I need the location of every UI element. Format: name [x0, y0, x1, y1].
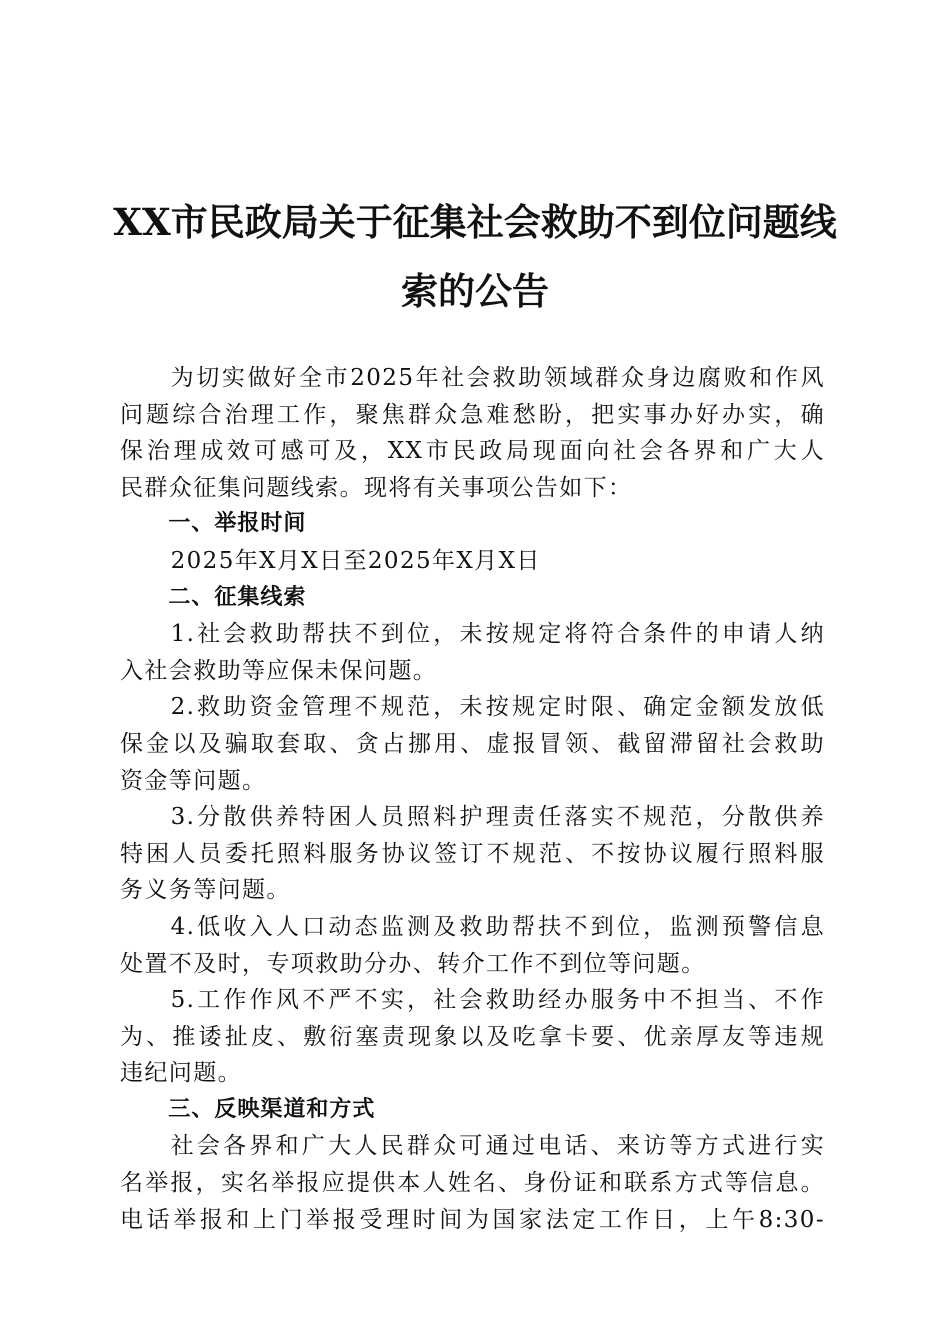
clue-line: 入社会救助等应保未保问题。 [120, 657, 438, 684]
clue-line: 4.低收入人口动态监测及救助帮扶不到位，监测预警信息 [170, 913, 825, 940]
intro-line: 保治理成效可感可及，XX市民政局现面向社会各界和广大人 [120, 438, 825, 465]
clue-item-1 [120, 616, 825, 689]
intro-paragraph [120, 360, 825, 506]
document-title-line-2: 索的公告 [401, 269, 549, 313]
clue-line: 2.救助资金管理不规范，未按规定时限、确定金额发放低 [170, 694, 825, 721]
clue-line: 保金以及骗取套取、贪占挪用、虚报冒领、截留滞留社会救助 [120, 730, 825, 757]
clue-line: 处置不及时，专项救助分办、转介工作不到位等问题。 [120, 950, 706, 977]
clue-line: 1.社会救助帮扶不到位，未按规定将符合条件的申请人纳 [170, 621, 825, 648]
document-title-line-1: XX市民政局关于征集社会救助不到位问题线 [113, 200, 837, 244]
intro-line: 民群众征集问题线索。现将有关事项公告如下： [120, 474, 633, 501]
section-heading-clues: 二、征集线索 [168, 584, 307, 610]
clue-line: 3.分散供养特困人员照料护理责任落实不规范，分散供养 [170, 804, 825, 831]
clue-item-3 [120, 799, 825, 909]
channels-line: 社会各界和广大人民群众可通过电话、来访等方式进行实 [170, 1133, 825, 1160]
clue-item-5 [120, 982, 825, 1092]
channels-paragraph [120, 1128, 825, 1238]
section-heading-channels: 三、反映渠道和方式 [168, 1096, 376, 1122]
clue-item-2 [120, 689, 825, 799]
clue-line: 特困人员委托照料服务协议签订不规范、不按协议履行照料服 [120, 840, 825, 867]
intro-line: 为切实做好全市2025年社会救助领域群众身边腐败和作风 [170, 365, 825, 391]
section-heading-report-time: 一、举报时间 [168, 511, 307, 537]
channels-line: 名举报，实名举报应提供本人姓名、身份证和联系方式等信息。 [120, 1170, 825, 1197]
channels-line: 电话举报和上门举报受理时间为国家法定工作日，上午8:30- [120, 1206, 825, 1233]
intro-line: 问题综合治理工作，聚焦群众急难愁盼，把实事办好办实，确 [120, 401, 825, 428]
clue-item-4 [120, 909, 825, 982]
clue-line: 5.工作作风不严不实，社会救助经办服务中不担当、不作 [170, 987, 825, 1014]
document-body [120, 360, 825, 1238]
clue-line: 务义务等问题。 [120, 877, 291, 904]
clue-line: 为、推诿扯皮、敷衍塞责现象以及吃拿卡要、优亲厚友等违规 [120, 1023, 825, 1050]
report-time-text: 2025年X月X日至2025年X月X日 [170, 547, 541, 574]
clue-line: 资金等问题。 [120, 767, 267, 794]
clue-line: 违纪问题。 [120, 1060, 242, 1087]
